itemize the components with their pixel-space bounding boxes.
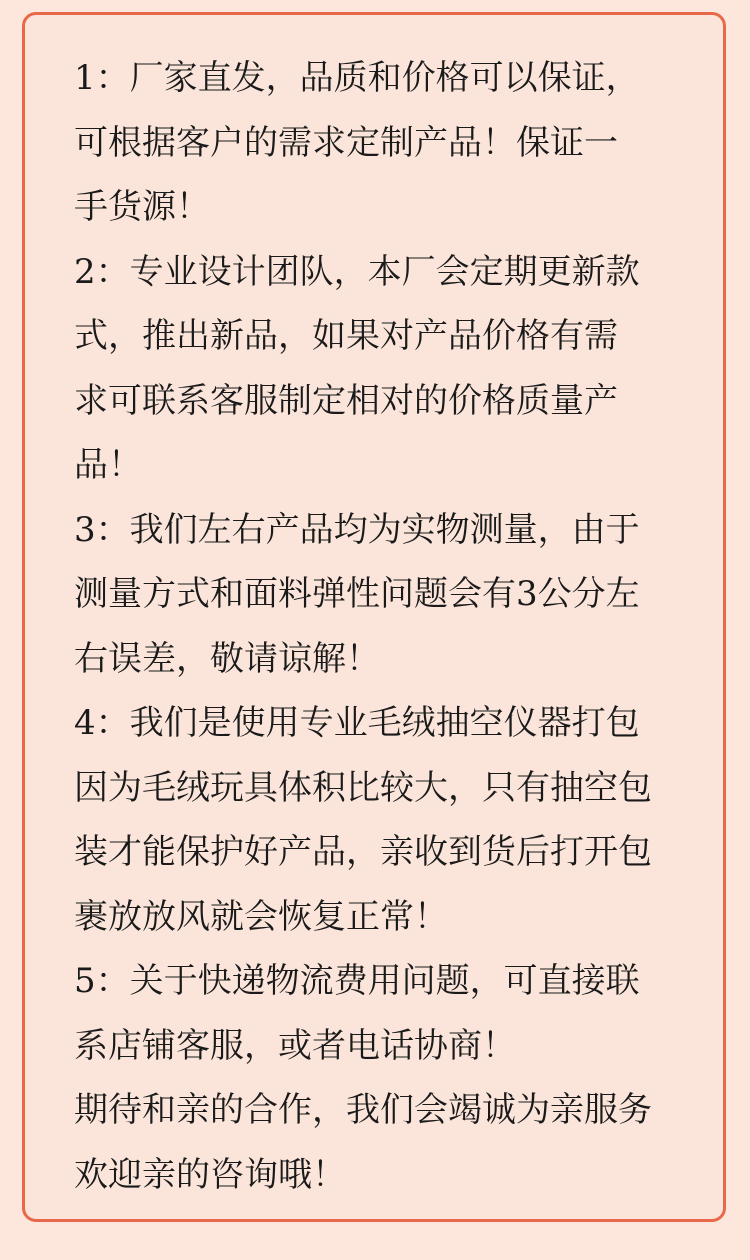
notice-line-3: 手货源！ (74, 187, 210, 227)
notice-text (74, 46, 714, 1207)
notice-line-10: 右误差，敬请谅解！ (74, 638, 380, 679)
notice-line-7: 品！ (74, 445, 142, 485)
notice-line-8: 3：我们左右产品均为实物测量，由于 (74, 509, 640, 550)
notice-line-15: 5：关于快递物流费用问题，可直接联 (74, 961, 640, 1001)
notice-line-5: 式，推出新品，如果对产品价格有需 (74, 316, 618, 356)
notice-line-13: 装才能保护好产品，亲收到货后打开包 (74, 832, 652, 872)
notice-line-16: 系店铺客服，或者电话协商！ (74, 1025, 516, 1066)
notice-line-6: 求可联系客服制定相对的价格质量产 (74, 380, 618, 421)
notice-line-9: 测量方式和面料弹性问题会有3公分左 (74, 574, 640, 614)
notice-line-12: 因为毛绒玩具体积比较大，只有抽空包 (74, 767, 652, 808)
notice-line-17: 期待和亲的合作，我们会竭诚为亲服务 (74, 1090, 652, 1130)
notice-line-11: 4：我们是使用专业毛绒抽空仪器打包 (74, 703, 640, 743)
notice-line-2: 可根据客户的需求定制产品！保证一 (74, 122, 618, 163)
notice-line-14: 裹放放风就会恢复正常！ (74, 896, 448, 937)
notice-line-18: 欢迎亲的咨询哦！ (74, 1154, 346, 1195)
notice-line-4: 2：专业设计团队，本厂会定期更新款 (74, 251, 640, 292)
notice-line-1: 1：厂家直发，品质和价格可以保证， (74, 58, 640, 98)
